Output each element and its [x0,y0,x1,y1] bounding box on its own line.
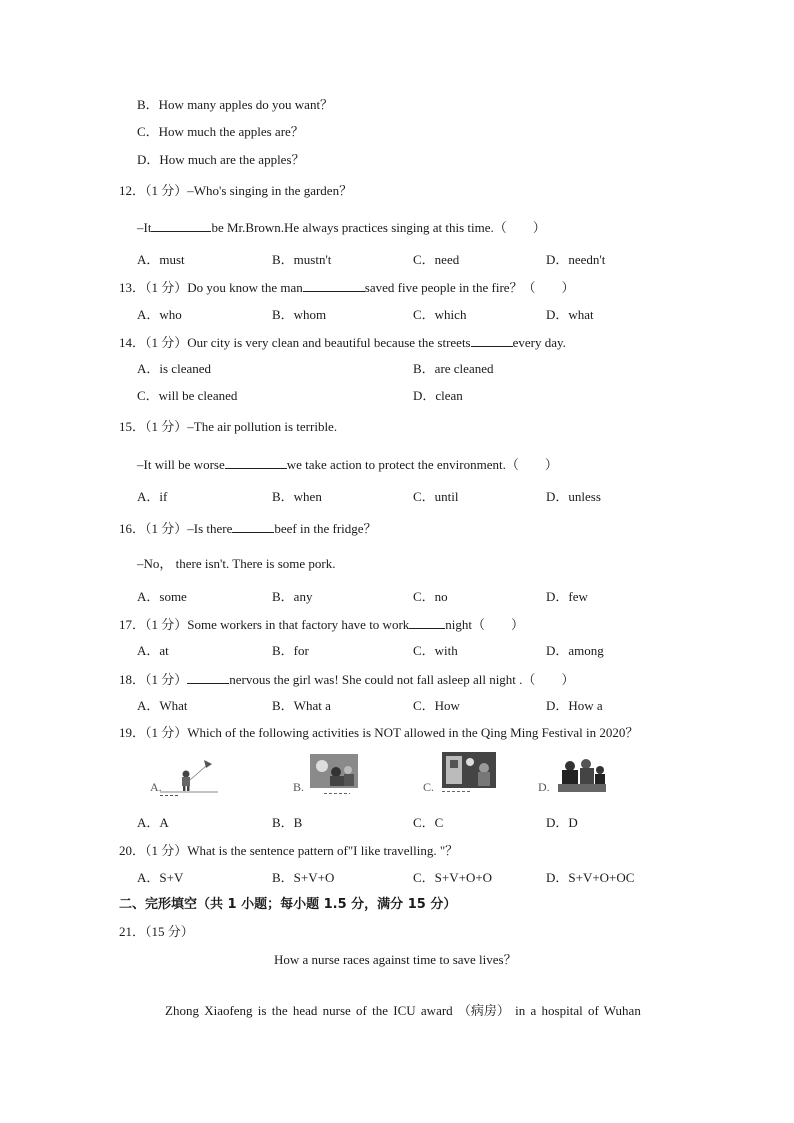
q15-option-d: D．unless [546,489,601,504]
q19-image-label-a: A. [150,780,162,794]
q16-text-a: 16．（1 分）–Is there [119,521,233,536]
q18-question [119,671,574,688]
q12-question: 12．（1 分）–Who's singing in the garden？ [119,183,353,198]
q15-option-a: A．if [137,489,168,504]
q18-option-a: A．What [137,698,188,713]
q11-option-c: C．How much the apples are？ [137,124,304,139]
q19-option-c: C．C [413,815,444,830]
q16-line2: –No， there isn't. There is some pork. [137,556,336,571]
q17-option-a: A．at [137,643,169,658]
section-heading-cloze: 二、完形填空（共 1 小题；每小题 1.5 分，满分 15 分） [119,897,457,912]
q14-option-d: D．clean [413,388,463,403]
q20-option-b: B．S+V+O [272,870,335,885]
q19-image-label-b: B. [293,780,305,794]
q13-option-d: D．what [546,307,594,322]
q19-option-d: D．D [546,815,578,830]
q14-text-a: 14．（1 分）Our city is very clean and beautiful because the streets [119,335,471,350]
q20-option-a: A．S+V [137,870,184,885]
q12-option-a: A．must [137,252,185,267]
q15-line2 [137,456,558,473]
q13-option-a: A．who [137,307,182,322]
q21-question: 21．（15 分） [119,924,194,939]
answer-blank [187,671,229,684]
q18-text-a: 18．（1 分） [119,672,188,687]
q12-option-d: D．needn't [546,252,606,267]
q17-option-b: B．for [272,643,309,658]
q13-question [119,279,575,296]
q19-image-label-c: C. [423,780,435,794]
q20-option-c: C．S+V+O+O [413,870,493,885]
passage-paragraph: Zhong Xiaofeng is the head nurse of the ICU award （病房） in a hospital of Wuhan [165,1003,641,1018]
q12-option-c: C．need [413,252,460,267]
q19-option-b: B．B [272,815,303,830]
tomb-sweeping-illustration [440,752,498,792]
q19-image-label-d: D. [538,780,550,794]
q18-text-b: nervous the girl was! She could not fall asleep all night .（ ） [229,672,575,687]
q18-option-c: C．How [413,698,460,713]
q16-question [119,520,377,537]
q18-option-b: B．What a [272,698,331,713]
q14-question [119,334,566,351]
q16-option-d: D．few [546,589,588,604]
q16-option-c: C．no [413,589,448,604]
q16-option-a: A．some [137,589,187,604]
q20-option-d: D．S+V+O+OC [546,870,635,885]
answer-blank [471,334,513,347]
family-gathering-illustration [552,756,610,796]
q15-option-b: B．when [272,489,322,504]
q12-text-a: –It [137,220,152,235]
q20-question: 20．（1 分）What is the sentence pattern of"I like travelling. "？ [119,843,459,858]
q17-text-a: 17．（1 分）Some workers in that factory have to work [119,617,410,632]
kite-flying-illustration [160,756,218,796]
q16-option-b: B．any [272,589,313,604]
q17-question [119,616,524,633]
q17-text-b: night（ ） [445,617,525,632]
q13-text-b: saved five people in the fire？（ ） [364,280,575,295]
q12-text-b: be Mr.Brown.He always practices singing at this time.（ ） [211,220,546,235]
q17-option-d: D．among [546,643,604,658]
q17-option-c: C．with [413,643,458,658]
q19-question: 19．（1 分）Which of the following activities is NOT allowed in the Qing Ming Festival in 2020？ [119,725,639,740]
q19-option-a: A．A [137,815,169,830]
q18-option-d: D．How a [546,698,603,713]
q15-question: 15．（1 分）–The air pollution is terrible. [119,419,338,434]
answer-blank [409,616,445,629]
q15-text-a: –It will be worse [137,457,225,472]
q12-option-b: B．mustn't [272,252,332,267]
outing-scene-illustration [310,754,368,794]
q15-text-b: we take action to protect the environment.（ ） [286,457,558,472]
q16-text-b: beef in the fridge？ [274,521,377,536]
q11-option-d: D．How much are the apples？ [137,152,305,167]
q13-option-b: B．whom [272,307,327,322]
answer-blank [151,219,211,232]
q14-text-b: every day. [512,335,566,350]
q14-option-a: A．is cleaned [137,361,212,376]
passage-title: How a nurse races against time to save lives？ [274,952,517,967]
answer-blank [303,279,365,292]
answer-blank [225,456,287,469]
q12-line2 [137,219,546,236]
q13-text-a: 13．（1 分）Do you know the man [119,280,303,295]
q14-option-b: B．are cleaned [413,361,494,376]
answer-blank [232,520,274,533]
q11-option-b: B．How many apples do you want？ [137,97,334,112]
q13-option-c: C．which [413,307,467,322]
q14-option-c: C．will be cleaned [137,388,238,403]
q15-option-c: C．until [413,489,459,504]
